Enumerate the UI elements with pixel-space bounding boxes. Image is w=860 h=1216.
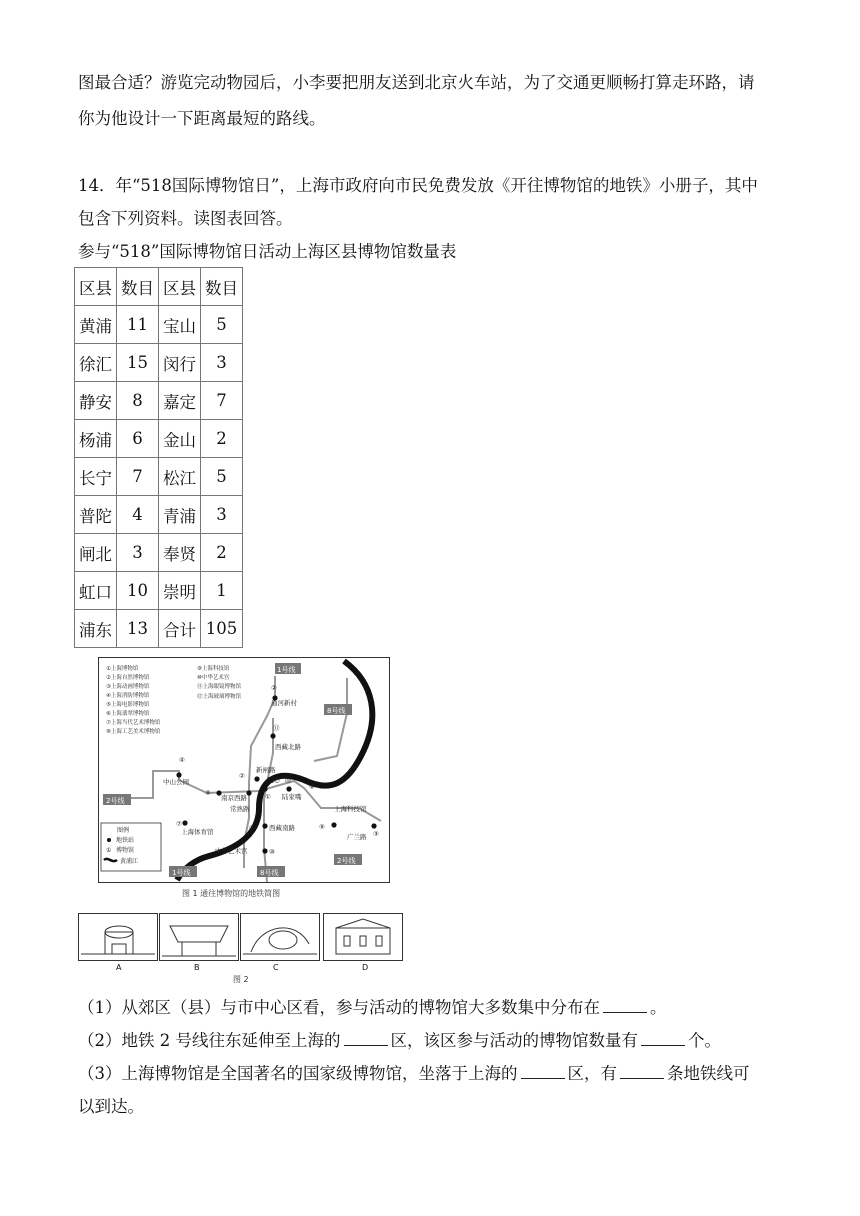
- table-row: [75, 420, 243, 458]
- metro-map-drawing: [99, 658, 389, 882]
- picture-label-b: B: [194, 963, 200, 972]
- table-cell: 宝山: [159, 306, 201, 344]
- line1-bottom-label: 1号线: [172, 869, 191, 877]
- picture-label-c: C: [273, 963, 279, 972]
- table-cell: 2: [201, 420, 243, 458]
- station-label: ③: [373, 830, 379, 838]
- picture-b: [159, 913, 239, 961]
- station-label: ⑩: [269, 848, 275, 856]
- answer-blank[interactable]: [521, 1064, 565, 1079]
- table-header: 区县: [159, 268, 201, 306]
- picture-a: [78, 913, 158, 961]
- table-cell: 黄浦: [75, 306, 117, 344]
- station-label: ⑦: [176, 820, 182, 828]
- q3-mid: 区，有: [567, 1064, 617, 1083]
- table-cell: 合计: [159, 610, 201, 648]
- station-label: ⑪: [273, 724, 280, 732]
- q1-text: （1）从郊区（县）与市中心区看，参与活动的博物馆大多数集中分布在: [78, 998, 600, 1017]
- table-row: [75, 496, 243, 534]
- table-cell: 杨浦: [75, 420, 117, 458]
- question-14-stem: 14．年“518国际博物馆日”，上海市政府向市民免费发放《开往博物馆的地铁》小册子，其中: [78, 176, 758, 195]
- station-label: 广兰路: [347, 833, 367, 841]
- table-cell: 闸北: [75, 534, 117, 572]
- table-cell: 长宁: [75, 458, 117, 496]
- station-label: 中山公园: [163, 778, 189, 786]
- picture-label-d: D: [362, 963, 369, 972]
- station-label: ②: [239, 772, 245, 780]
- table-header: 区县: [75, 268, 117, 306]
- table-cell: 奉贤: [159, 534, 201, 572]
- picture-c: [240, 913, 320, 961]
- q2-end: 个。: [688, 1031, 721, 1050]
- table-cell: 5: [201, 306, 243, 344]
- line2-right-label: 2号线: [337, 857, 356, 865]
- table-cell: 松江: [159, 458, 201, 496]
- figure-1-caption: 图 1 通往博物馆的地铁简图: [182, 889, 281, 898]
- metro-map: [98, 657, 390, 883]
- q1-end: 。: [650, 998, 667, 1017]
- table-cell: 13: [117, 610, 159, 648]
- station-label: 上海科技馆: [334, 805, 367, 813]
- table-cell: 6: [117, 420, 159, 458]
- table-row: [75, 306, 243, 344]
- line8-top-label: 8号线: [327, 707, 346, 715]
- answer-blank[interactable]: [641, 1031, 685, 1046]
- museum-list-item: ⑨上海科技馆: [197, 666, 230, 672]
- line1-top-label: 1号线: [277, 666, 296, 674]
- table-row: [75, 572, 243, 610]
- station-label: ⑦: [249, 824, 255, 832]
- museum-list-item: ③上海动画博物馆: [106, 684, 150, 690]
- table-row: [75, 458, 243, 496]
- table-cell: 浦东: [75, 610, 117, 648]
- sub-question-1: [78, 992, 788, 1024]
- museum-list-item: ②上海自然博物馆: [106, 675, 150, 681]
- q3-text: （3）上海博物馆是全国著名的国家级博物馆，坐落于上海的: [78, 1064, 518, 1083]
- station-label: ⑨: [319, 823, 325, 831]
- table-cell: 青浦: [159, 496, 201, 534]
- museum-list-item: ⑫上海玻璃博物馆: [197, 694, 242, 700]
- museum-list-item: ⑧上海工艺美术博物馆: [106, 729, 161, 735]
- table-cell: 4: [117, 496, 159, 534]
- table-row: [75, 534, 243, 572]
- legend-title: 图例: [117, 827, 130, 834]
- answer-blank[interactable]: [344, 1031, 388, 1046]
- table-cell: 嘉定: [159, 382, 201, 420]
- question-14-line2: 包含下列资料。读图表回答。: [78, 209, 293, 228]
- museum-list-item: ⑥上海翡翠博物馆: [106, 711, 150, 717]
- table-row: [75, 610, 243, 648]
- q2-mid: 区，该区参与活动的博物馆数量有: [390, 1031, 638, 1050]
- sub-question-3: [78, 1058, 788, 1090]
- table-header: 数目: [117, 268, 159, 306]
- table-row: [75, 382, 243, 420]
- table-cell: 7: [201, 382, 243, 420]
- table-header-row: [75, 268, 243, 306]
- table-cell: 7: [117, 458, 159, 496]
- station-label: 中华艺术宫: [215, 847, 248, 855]
- table-cell: 10: [117, 572, 159, 610]
- table-row: [75, 344, 243, 382]
- station-label: ②: [271, 684, 277, 692]
- q3-end: 条地铁线可: [667, 1064, 750, 1083]
- station-label: 新闸路: [256, 766, 276, 774]
- table-cell: 105: [201, 610, 243, 648]
- station-label: 西藏北路: [275, 743, 301, 751]
- table-cell: 3: [117, 534, 159, 572]
- museum-a-illustration: [79, 914, 157, 960]
- table-header: 数目: [201, 268, 243, 306]
- legend-river: 黄浦江: [120, 858, 139, 865]
- legend-museum: 博物馆: [116, 847, 135, 854]
- q2-text: （2）地铁 2 号线往东延伸至上海的: [78, 1031, 341, 1050]
- table-cell: 崇明: [159, 572, 201, 610]
- museum-list-item: ①上海博物馆: [106, 666, 139, 672]
- table-cell: 1: [201, 572, 243, 610]
- table-cell: 徐汇: [75, 344, 117, 382]
- museum-c-illustration: [241, 914, 319, 960]
- picture-d: [323, 913, 403, 961]
- museum-list-item: ④上海消防博物馆: [106, 693, 150, 699]
- answer-blank[interactable]: [620, 1064, 664, 1079]
- table-cell: 普陀: [75, 496, 117, 534]
- museum-list-item: ⑪上海眼镜博物馆: [197, 684, 242, 690]
- table-cell: 闵行: [159, 344, 201, 382]
- sub-question-3-line2: 以到达。: [78, 1097, 144, 1116]
- legend-station: 地铁站: [116, 837, 135, 844]
- station-label: 上海体育馆: [181, 828, 214, 836]
- station-label: ⑥: [309, 783, 315, 791]
- table-cell: 静安: [75, 382, 117, 420]
- line8-bottom-label: 8号线: [260, 869, 279, 877]
- legend-museum-icon: ①: [106, 847, 112, 854]
- museum-count-table: [74, 267, 243, 648]
- museum-list-item: ⑤上海电影博物馆: [106, 702, 150, 708]
- figure-2-caption: 图 2: [233, 975, 249, 984]
- legend-station-icon: [107, 838, 111, 842]
- museum-list-item: ⑩中华艺术宫: [197, 675, 230, 681]
- table-cell: 3: [201, 344, 243, 382]
- station-label: 人民广场: [265, 776, 291, 784]
- museum-list-item: ⑦上海当代艺术博物馆: [106, 720, 161, 726]
- station-label: ④: [179, 756, 185, 764]
- station-label: ①: [265, 793, 271, 801]
- station-label: ⑧: [205, 789, 211, 797]
- table-title: 参与“518”国际博物馆日活动上海区县博物馆数量表: [78, 242, 457, 261]
- museum-d-illustration: [324, 914, 402, 960]
- table-cell: 11: [117, 306, 159, 344]
- picture-label-a: A: [116, 963, 122, 972]
- table-cell: 2: [201, 534, 243, 572]
- table-cell: 8: [117, 382, 159, 420]
- table-cell: 15: [117, 344, 159, 382]
- answer-blank[interactable]: [603, 998, 647, 1013]
- table-cell: 金山: [159, 420, 201, 458]
- station-label: 通河新村: [271, 699, 297, 707]
- intro-line-2: 你为他设计一下距离最短的路线。: [78, 109, 326, 128]
- museum-b-illustration: [160, 914, 238, 960]
- station-label: 西藏南路: [269, 824, 295, 832]
- intro-line-1: 图最合适？游览完动物园后，小李要把朋友送到北京火车站，为了交通更顺畅打算走环路，请: [78, 73, 755, 92]
- table-cell: 3: [201, 496, 243, 534]
- table-cell: 虹口: [75, 572, 117, 610]
- table-cell: 5: [201, 458, 243, 496]
- station-label: 陆家嘴: [282, 793, 302, 801]
- station-label: 常熟路: [230, 805, 250, 813]
- line2-left-label: 2号线: [106, 797, 125, 805]
- sub-question-2: [78, 1025, 788, 1057]
- station-label: 南京西路: [221, 794, 247, 802]
